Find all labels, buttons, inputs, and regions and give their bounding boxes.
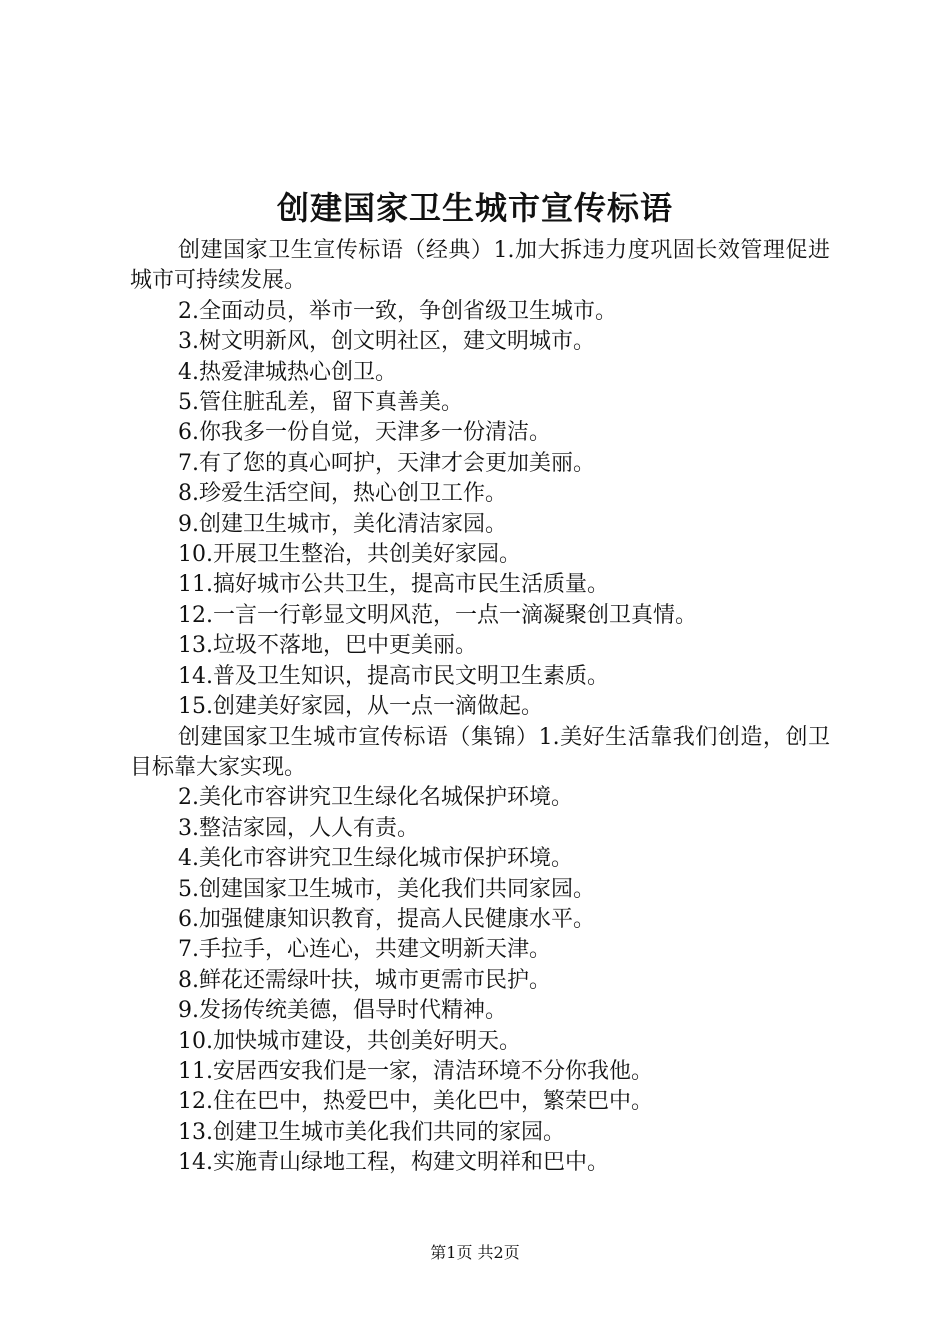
- list-item: 12.住在巴中，热爱巴中，美化巴中，繁荣巴中。: [178, 1089, 653, 1115]
- list-item: 10.开展卫生整治，共创美好家园。: [178, 542, 521, 568]
- section-intro: 创建国家卫生城市宣传标语（集锦）1.美好生活靠我们创造，创卫目标靠大家实现。: [130, 724, 830, 780]
- list-item: 4.热爱津城热心创卫。: [178, 359, 397, 385]
- list-item: 13.创建卫生城市美化我们共同的家园。: [178, 1119, 565, 1145]
- section-intro: 创建国家卫生宣传标语（经典）1.加大拆违力度巩固长效管理促进城市可持续发展。: [130, 238, 830, 294]
- list-item: 2.美化市容讲究卫生绿化名城保护环境。: [178, 785, 573, 811]
- document-body: [130, 236, 830, 1179]
- list-item: 14.普及卫生知识，提高市民文明卫生素质。: [178, 663, 609, 689]
- page-footer: 第1页 共2页: [430, 1243, 520, 1262]
- list-item: 3.整洁家园，人人有责。: [178, 815, 419, 841]
- list-item: 5.创建国家卫生城市，美化我们共同家园。: [178, 876, 595, 902]
- list-item: 11.搞好城市公共卫生，提高市民生活质量。: [178, 572, 609, 598]
- page-title: 创建国家卫生城市宣传标语: [276, 189, 673, 227]
- list-item: 13.垃圾不落地，巴中更美丽。: [178, 633, 477, 659]
- list-item: 10.加快城市建设，共创美好明天。: [178, 1028, 521, 1054]
- list-item: 15.创建美好家园，从一点一滴做起。: [178, 694, 543, 720]
- list-item: 5.管住脏乱差，留下真善美。: [178, 390, 463, 416]
- list-item: 3.树文明新风，创文明社区，建文明城市。: [178, 329, 595, 355]
- list-item: 8.珍爱生活空间，热心创卫工作。: [178, 481, 507, 507]
- list-item: 14.实施青山绿地工程，构建文明祥和巴中。: [178, 1150, 609, 1176]
- list-item: 4.美化市容讲究卫生绿化城市保护环境。: [178, 846, 573, 872]
- list-item: 8.鲜花还需绿叶扶，城市更需市民护。: [178, 967, 551, 993]
- list-item: 7.有了您的真心呵护，天津才会更加美丽。: [178, 450, 595, 476]
- list-item: 9.创建卫生城市，美化清洁家园。: [178, 511, 507, 537]
- list-item: 2.全面动员，举市一致，争创省级卫生城市。: [178, 298, 617, 324]
- list-item: 6.你我多一份自觉，天津多一份清洁。: [178, 420, 551, 446]
- list-item: 7.手拉手，心连心，共建文明新天津。: [178, 937, 551, 963]
- list-item: 6.加强健康知识教育，提高人民健康水平。: [178, 906, 595, 932]
- list-item: 11.安居西安我们是一家，清洁环境不分你我他。: [178, 1058, 653, 1084]
- list-item: 9.发扬传统美德，倡导时代精神。: [178, 998, 507, 1024]
- list-item: 12.一言一行彰显文明风范，一点一滴凝聚创卫真情。: [178, 602, 697, 628]
